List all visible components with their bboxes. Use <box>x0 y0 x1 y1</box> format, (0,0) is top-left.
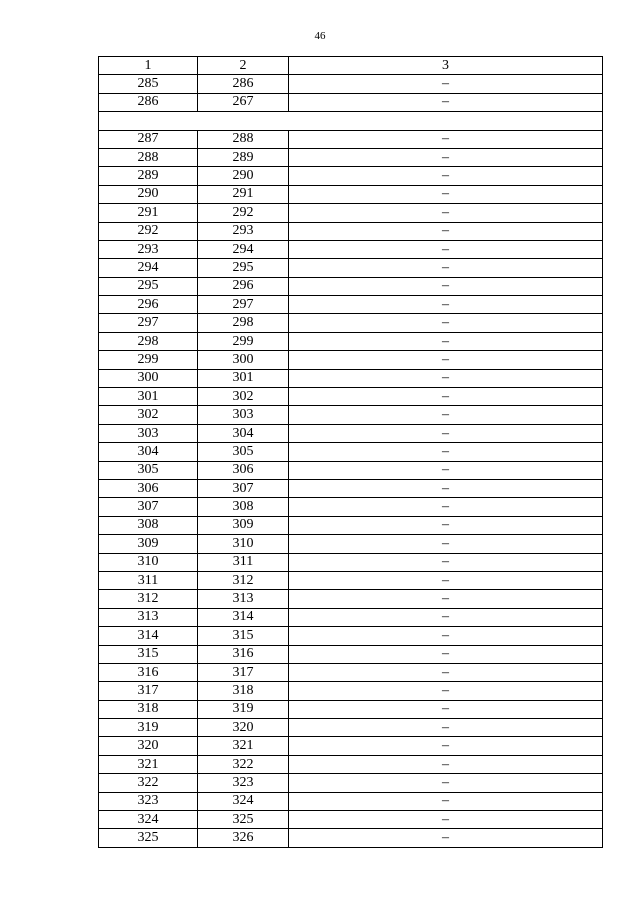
cell-col-3: – <box>289 259 603 277</box>
cell-col-3: – <box>289 443 603 461</box>
cell-col-3: – <box>289 406 603 424</box>
table-row <box>99 185 603 203</box>
cell-col-1: 290 <box>99 185 198 203</box>
cell-col-1: 323 <box>99 792 198 810</box>
table-row <box>99 277 603 295</box>
table-row <box>99 314 603 332</box>
cell-col-1: 293 <box>99 240 198 258</box>
table-row <box>99 296 603 314</box>
table-row <box>99 406 603 424</box>
cell-col-1: 311 <box>99 571 198 589</box>
cell-col-2: 295 <box>198 259 289 277</box>
table-row <box>99 222 603 240</box>
cell-col-2: 293 <box>198 222 289 240</box>
cell-col-3: – <box>289 645 603 663</box>
table-row <box>99 332 603 350</box>
cell-col-1: 302 <box>99 406 198 424</box>
cell-col-1: 316 <box>99 663 198 681</box>
table-row <box>99 498 603 516</box>
cell-col-2: 267 <box>198 93 289 111</box>
cell-col-1: 299 <box>99 351 198 369</box>
cell-col-3: – <box>289 130 603 148</box>
cell-col-2: 310 <box>198 535 289 553</box>
cell-col-2: 292 <box>198 204 289 222</box>
cell-col-3: – <box>289 811 603 829</box>
cell-col-2: 297 <box>198 296 289 314</box>
cell-col-3: – <box>289 148 603 166</box>
cell-col-1: 286 <box>99 93 198 111</box>
cell-col-2: 322 <box>198 755 289 773</box>
cell-col-1: 322 <box>99 774 198 792</box>
cell-col-3: – <box>289 388 603 406</box>
cell-col-1: 314 <box>99 627 198 645</box>
cell-col-1: 291 <box>99 204 198 222</box>
cell-col-1: 297 <box>99 314 198 332</box>
cell-col-2: 291 <box>198 185 289 203</box>
cell-col-2: 324 <box>198 792 289 810</box>
cell-col-2: 318 <box>198 682 289 700</box>
table-row <box>99 461 603 479</box>
cell-col-3: – <box>289 93 603 111</box>
cell-col-1: 307 <box>99 498 198 516</box>
table-row <box>99 663 603 681</box>
cell-col-2: 317 <box>198 663 289 681</box>
table-row <box>99 388 603 406</box>
cell-col-2: 296 <box>198 277 289 295</box>
cell-col-2: 288 <box>198 130 289 148</box>
cell-col-2: 290 <box>198 167 289 185</box>
table-row <box>99 93 603 111</box>
cell-col-3: – <box>289 424 603 442</box>
cell-col-3: – <box>289 498 603 516</box>
cell-col-2: 306 <box>198 461 289 479</box>
cell-col-1: 292 <box>99 222 198 240</box>
page-number: 46 <box>314 30 326 42</box>
cell-col-2: 315 <box>198 627 289 645</box>
cell-col-2: 304 <box>198 424 289 442</box>
cell-col-1: 306 <box>99 479 198 497</box>
table-row <box>99 443 603 461</box>
data-table <box>98 56 603 848</box>
cell-col-3: – <box>289 369 603 387</box>
table-row <box>99 682 603 700</box>
header-col-1: 1 <box>99 57 198 75</box>
cell-col-3: – <box>289 700 603 718</box>
table-row <box>99 755 603 773</box>
table-row <box>99 774 603 792</box>
cell-col-1: 294 <box>99 259 198 277</box>
cell-col-2: 314 <box>198 608 289 626</box>
cell-col-1: 298 <box>99 332 198 350</box>
cell-col-3: – <box>289 75 603 93</box>
cell-col-2: 326 <box>198 829 289 847</box>
cell-col-3: – <box>289 332 603 350</box>
table-row <box>99 369 603 387</box>
table-row <box>99 240 603 258</box>
cell-col-3: – <box>289 553 603 571</box>
table-row <box>99 737 603 755</box>
cell-col-3: – <box>289 682 603 700</box>
cell-col-1: 321 <box>99 755 198 773</box>
table-row <box>99 351 603 369</box>
cell-col-2: 289 <box>198 148 289 166</box>
cell-col-3: – <box>289 204 603 222</box>
cell-col-1: 310 <box>99 553 198 571</box>
separator-cell <box>99 112 603 130</box>
table-row <box>99 571 603 589</box>
table-row <box>99 627 603 645</box>
table-row <box>99 811 603 829</box>
cell-col-3: – <box>289 351 603 369</box>
cell-col-2: 301 <box>198 369 289 387</box>
cell-col-2: 303 <box>198 406 289 424</box>
table-row <box>99 259 603 277</box>
cell-col-3: – <box>289 461 603 479</box>
cell-col-1: 313 <box>99 608 198 626</box>
cell-col-3: – <box>289 627 603 645</box>
cell-col-1: 309 <box>99 535 198 553</box>
cell-col-1: 300 <box>99 369 198 387</box>
cell-col-2: 307 <box>198 479 289 497</box>
cell-col-1: 308 <box>99 516 198 534</box>
table-row <box>99 700 603 718</box>
cell-col-2: 302 <box>198 388 289 406</box>
cell-col-3: – <box>289 479 603 497</box>
cell-col-3: – <box>289 314 603 332</box>
cell-col-3: – <box>289 185 603 203</box>
table-row <box>99 792 603 810</box>
cell-col-3: – <box>289 774 603 792</box>
table-body <box>99 57 603 848</box>
cell-col-1: 317 <box>99 682 198 700</box>
table-row <box>99 424 603 442</box>
table-row <box>99 590 603 608</box>
cell-col-2: 309 <box>198 516 289 534</box>
cell-col-2: 299 <box>198 332 289 350</box>
cell-col-1: 296 <box>99 296 198 314</box>
cell-col-3: – <box>289 792 603 810</box>
cell-col-1: 285 <box>99 75 198 93</box>
cell-col-3: – <box>289 663 603 681</box>
table-row <box>99 608 603 626</box>
cell-col-1: 324 <box>99 811 198 829</box>
header-col-2: 2 <box>198 57 289 75</box>
cell-col-3: – <box>289 719 603 737</box>
cell-col-2: 320 <box>198 719 289 737</box>
cell-col-2: 311 <box>198 553 289 571</box>
cell-col-2: 305 <box>198 443 289 461</box>
table-row <box>99 130 603 148</box>
cell-col-1: 325 <box>99 829 198 847</box>
table-row <box>99 645 603 663</box>
cell-col-1: 320 <box>99 737 198 755</box>
cell-col-3: – <box>289 590 603 608</box>
cell-col-2: 313 <box>198 590 289 608</box>
cell-col-1: 295 <box>99 277 198 295</box>
cell-col-1: 312 <box>99 590 198 608</box>
cell-col-1: 303 <box>99 424 198 442</box>
cell-col-3: – <box>289 829 603 847</box>
cell-col-3: – <box>289 535 603 553</box>
cell-col-1: 315 <box>99 645 198 663</box>
cell-col-1: 288 <box>99 148 198 166</box>
cell-col-2: 308 <box>198 498 289 516</box>
table-row <box>99 148 603 166</box>
cell-col-3: – <box>289 222 603 240</box>
cell-col-3: – <box>289 240 603 258</box>
cell-col-2: 312 <box>198 571 289 589</box>
cell-col-2: 316 <box>198 645 289 663</box>
cell-col-1: 304 <box>99 443 198 461</box>
cell-col-3: – <box>289 167 603 185</box>
cell-col-1: 289 <box>99 167 198 185</box>
cell-col-1: 318 <box>99 700 198 718</box>
cell-col-2: 300 <box>198 351 289 369</box>
table-row <box>99 204 603 222</box>
table-row <box>99 479 603 497</box>
cell-col-3: – <box>289 737 603 755</box>
table-separator-row <box>99 112 603 130</box>
table-header-row <box>99 57 603 75</box>
table-row <box>99 553 603 571</box>
cell-col-2: 321 <box>198 737 289 755</box>
table-row <box>99 167 603 185</box>
cell-col-3: – <box>289 755 603 773</box>
table-row <box>99 75 603 93</box>
cell-col-1: 287 <box>99 130 198 148</box>
header-col-3: 3 <box>289 57 603 75</box>
table-row <box>99 535 603 553</box>
cell-col-2: 286 <box>198 75 289 93</box>
cell-col-2: 325 <box>198 811 289 829</box>
cell-col-2: 323 <box>198 774 289 792</box>
cell-col-3: – <box>289 608 603 626</box>
cell-col-3: – <box>289 277 603 295</box>
cell-col-1: 305 <box>99 461 198 479</box>
cell-col-2: 319 <box>198 700 289 718</box>
cell-col-3: – <box>289 516 603 534</box>
cell-col-3: – <box>289 571 603 589</box>
table-row <box>99 516 603 534</box>
cell-col-2: 294 <box>198 240 289 258</box>
cell-col-1: 319 <box>99 719 198 737</box>
cell-col-3: – <box>289 296 603 314</box>
table-row <box>99 829 603 847</box>
cell-col-2: 298 <box>198 314 289 332</box>
table-row <box>99 719 603 737</box>
cell-col-1: 301 <box>99 388 198 406</box>
